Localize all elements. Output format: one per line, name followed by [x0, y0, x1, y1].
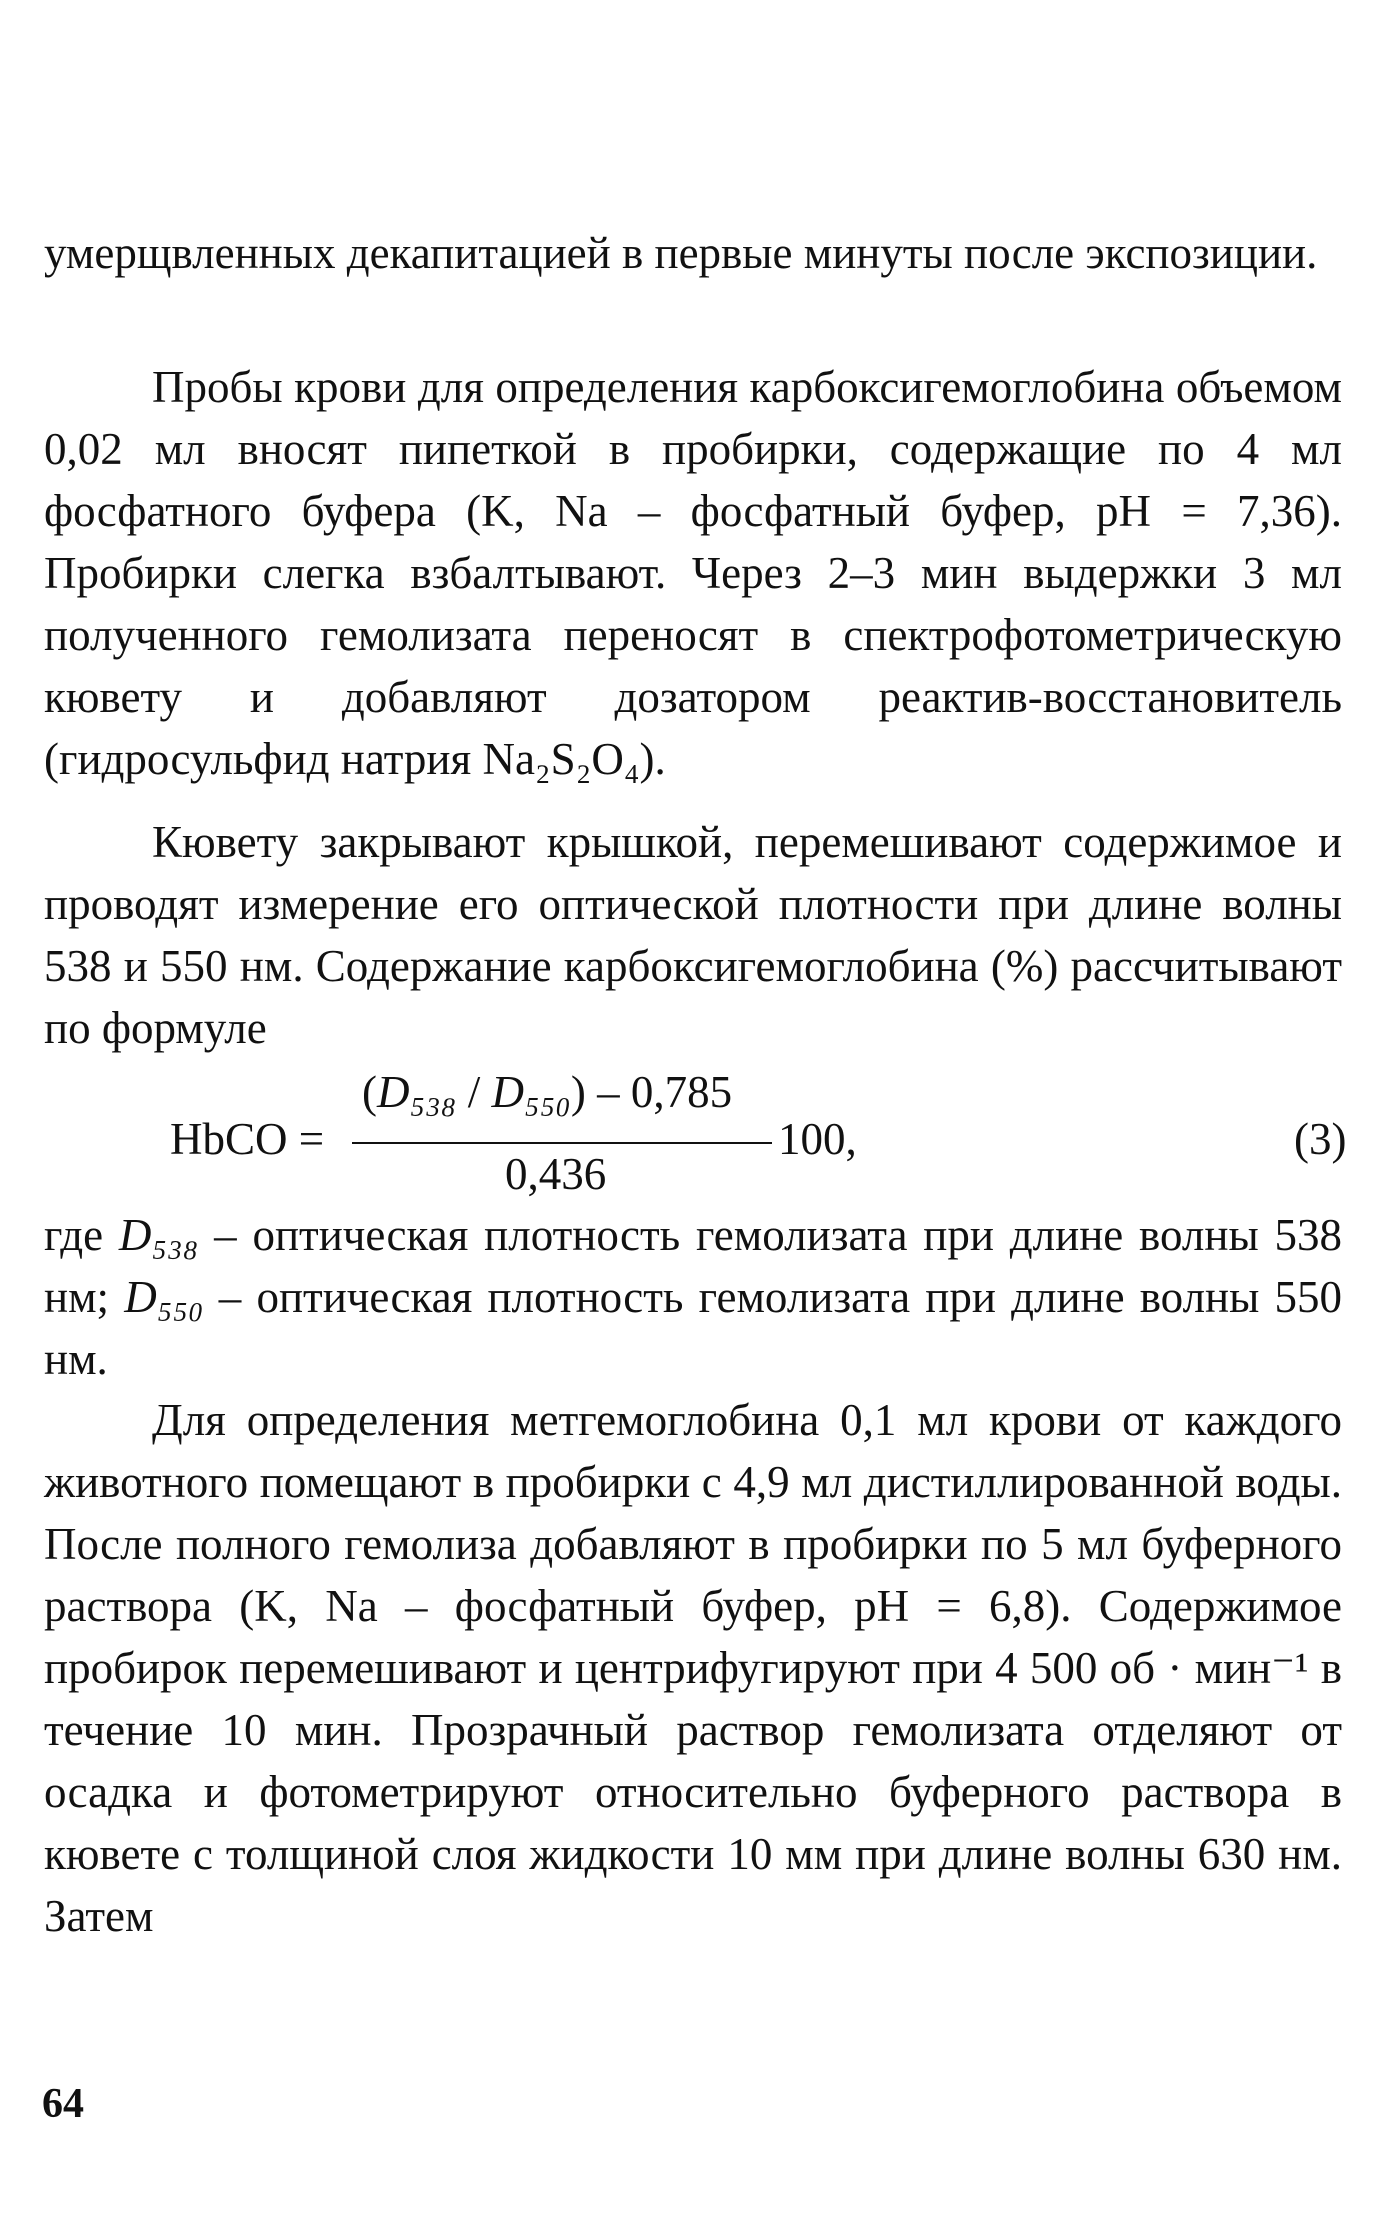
paragraph-4: [44, 1204, 1342, 1390]
d538-symbol: D₅₃₈: [118, 1210, 199, 1260]
formula-slash: /: [456, 1067, 492, 1117]
page-number: 64: [42, 2081, 84, 2127]
formula-lhs: HbCO =: [170, 1114, 325, 1164]
formula-numerator-rest: ) – 0,785: [570, 1067, 733, 1117]
formula-numerator: [362, 1066, 732, 1118]
where-word: где: [44, 1210, 104, 1260]
paragraph-2: Пробы крови для определения карбоксигемоглобина объемом 0,02 мл вносят пипеткой в пробирки, содержащие по 4 мл фосфатного буфера (K, Na – фосфатный буфер, pH = 7,36). Пробирки слегка взбалтывают. Через 2–3 мин выдержки 3 мл полученного гемолизата переносят в спектрофотометрическую кювету и добавляют дозатором реактив-восстановитель (гидросульфид натрия Na₂S₂O₄).: [44, 362, 1342, 784]
formula-hbco: [0, 1060, 1383, 1200]
d550-definition: – оптическая плотность гемолизата при длине волны 550 нм.: [44, 1272, 1342, 1384]
formula-open-paren: (: [362, 1067, 377, 1117]
formula-denominator: 0,436: [505, 1149, 607, 1199]
formula-fraction-bar: [352, 1142, 772, 1144]
equation-number: (3): [1294, 1114, 1347, 1164]
d550-symbol: D₅₅₀: [124, 1272, 204, 1322]
formula-d550: D₅₅₀: [491, 1067, 571, 1117]
paragraph-5: Для определения метгемоглобина 0,1 мл крови от каждого животного помещают в пробирки с 4,9 мл дистиллированной воды. После полного гемолиза добавляют в пробирки по 5 мл буферного раствора (K, Na – фосфатный буфер, pH = 6,8). Содержимое пробирок перемешивают и центрифугируют при 4 500 об · мин⁻¹ в течение 10 мин. Прозрачный раствор гемолизата отделяют от осадка и фотометрируют относительно буферного раствора в кювете с толщиной слоя жидкости 10 мм при длине волны 630 нм. Затем: [44, 1395, 1342, 1941]
paragraph-1: умерщвленных декапитацией в первые минуты после экспозиции.: [44, 228, 1318, 278]
formula-multiplier: 100,: [778, 1114, 857, 1164]
d538-definition: – оптическая плотность гемолизата при длине волны 538 нм;: [44, 1210, 1342, 1322]
formula-d538: D₅₃₈: [377, 1067, 457, 1117]
paragraph-3: Кювету закрывают крышкой, перемешивают содержимое и проводят измерение его оптической плотности при длине волны 538 и 550 нм. Содержание карбоксигемоглобина (%) рассчитывают по формуле: [44, 817, 1342, 1053]
